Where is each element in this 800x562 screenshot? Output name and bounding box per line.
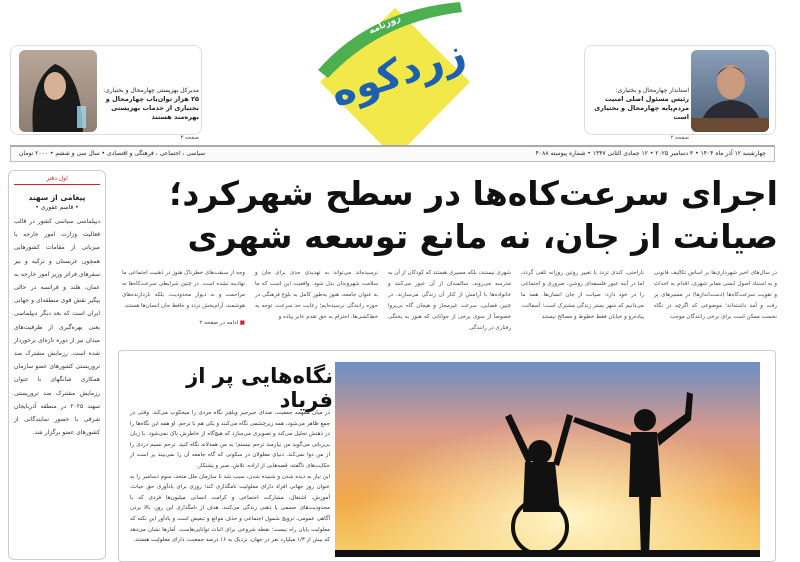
teaser-left[interactable] [10, 45, 202, 141]
article-column: نرسیده‌اند می‌تواند به تهدیدی جدی برای جان و سلامت شهروندان بدل شود. واقعیت این است که ما به عنوان جامعه، هنوز به‌طور کامل به بلوغ فرهنگی در حوزه رانندگی نرسیده‌ایم؛ رعایت حد سرعت، توجه به خط‌کشی‌ها، احترام به حق تقدم عابر پیاده و [255, 270, 378, 320]
feature-headline[interactable]: نگاه‌هایی پر از فریاد [186, 364, 333, 412]
newspaper-logo [310, 0, 480, 165]
main-headline[interactable]: اجرای سرعت‌کاه‌ها در سطح شهرکرد؛ صیانت از جان، نه مانع توسعه شهری [169, 174, 778, 256]
sidebar-header: اول دفتر [14, 175, 100, 185]
teaser-right-page: صفحه ۲ [670, 135, 689, 141]
logo-name: زردکوه [325, 29, 471, 117]
date-bar [10, 145, 775, 162]
main-article-columns [122, 268, 777, 334]
teaser-left-photo [19, 50, 97, 132]
article-column [122, 268, 245, 334]
bullet-icon: ■ [238, 320, 245, 326]
editorial-sidebar [8, 170, 106, 560]
sidebar-title[interactable]: پیغامی از سهند [28, 193, 86, 202]
teaser-right-title: رئیس مسئول اصلی امنیت مردم‌پایه چهارمحال و بختیاری است [594, 95, 689, 121]
sidebar-body: دیپلماسی سیاسی کشور در قالب فعالیت وزارت امور خارجه با میزبانی از مقامات کشورهایی همچون عربستان و ترکیه و نیز سفرهای فراتر وزیر امور خارجه به عمان، هلند و فرانسه در حالی پیگیر نقش قوی منطقه‌ای و جهانی ایران است که بعد دیگر دیپلماسی یعنی بهره‌گیری از ظرفیت‌های میدان نیز از دوره تازه‌ای برخوردار شده است. رزمایش مشترک ضد تروریستی کشورهای عضو سازمان همکاری شانگهای با عنوان رزمایش مشترک ضد تروریستی سهند ۲۰۲۵ در منطقه آذربایجان شرقی با حضور نمایندگانی از کشورهای عضو برگزار شد. [14, 218, 100, 437]
feature-paragraph: در میان همهمه جمعیت، صدای جیرجیر ویلچر نگاه مردی را میخکوب می‌کند. وقتی در جمع ظاهر می‌شود، همه زیرچشمی نگاه می‌کنند و یکی هم با ترحم. او همه این نگاه‌ها را در ذهنش تحلیل می‌کند و تصویری می‌سازد که هیچ‌گاه از خاطرش پاک نمی‌شود. با زبان بی‌زبانی می‌گوید من نیازمند ترحم نیستم؛ به من همدلانه نگاه کنید. ترحم نسیم دردی را از من دوا نمی‌کند. دنیای معلولان در سکوتی که گاه جامعه آن را نمی‌بیند پر است از حکایت‌های ناگفته، قصه‌هایی از اراده، تلاش، صبر و پشتکار. [130, 410, 330, 469]
teaser-left-source: مدیرکل بهزیستی چهارمحال و بختیاری: [103, 87, 199, 94]
article-column: شهری نیستند، بلکه مسیری هستند که کودکان از آن به مدرسه می‌روند، سالمندان از آن عبور می‌کنند و خانواده‌ها با آرامش از کنار آن زندگی می‌سازند. در چنین فضایی، سرعت غیرمجاز و هیجان گاه بی‌پروا خصوصاً از سوی برخی از جوانانی که هنوز به پختگی رفتاری در رانندگی [388, 270, 511, 331]
feature-photo [335, 362, 760, 557]
teaser-left-title: ۲۵ هزار توان‌یاب چهارمحال و بختیاری از خدمات بهزیستی بهره‌مند هستند [105, 95, 199, 121]
logo-kicker: روزنامه [367, 13, 403, 37]
teaser-right-photo [691, 50, 769, 132]
teaser-right[interactable] [584, 45, 776, 141]
feature-body [130, 408, 330, 546]
issue-date: چهارشنبه ۱۲ آذر ماه ۱۴۰۴ • ۳ دسامبر ۲۰۲۵ • ۱۲ جمادی الثانی ۱۴۴۷ • شماره پیوسته ۴۰۸۸ [535, 150, 766, 157]
teaser-right-source: استاندار چهارمحال و بختیاری: [615, 87, 689, 94]
paper-tagline: سیاسی ، اجتماعی ، فرهنگی و اقتصادی • سال سی و ششم • ۲۰۰۰ تومان [19, 150, 206, 157]
continued-label: ادامه در صفحه ۲ [199, 320, 239, 326]
article-column: ناراحتی، کندی تردد یا تغییر روتین روزانه تلقی گردد، اما در آینه عبور فلسفه‌ای روشن، ضروری و اجتماعی را در خود دارد: صیانت از جان انسان‌ها. همه ما می‌دانیم که شهر بستر زندگی مشترک است؛ آسفالت، پیاده‌رو و خیابان فقط خطوط و مصالح نیستند [521, 270, 644, 320]
feature-paragraph: این نیاز به دیده شدن و شنیده شدن، سبب شد تا سازمان ملل متحد، سوم دسامبر را به عنوان روز جهانی افراد دارای معلولیت نامگذاری کند؛ روزی برای یادآوری حق حیات، آموزش، اشتغال، مشارکت اجتماعی و کرامت انسانی میلیون‌ها فردی که با محدودیت‌های جسمی یا ذهنی زندگی می‌کنند. هدف از نامگذاری این روز، بالا بردن آگاهی عمومی، ترویج شمول اجتماعی و حذف موانع و تبعیض است و یادآور این نکته که معلولیت پایان راه نیست؛ نقطه شروعی برای اثبات توانایی‌هاست. آمارها نشان می‌دهد که بیش از ۱/۳ میلیارد نفر در جهان، نزدیک به ۱۶ درصد جمعیت، دارای معلولیت هستند. [130, 473, 330, 544]
sidebar-author: • قاسم غفوری • [35, 204, 79, 211]
article-column-text: وجه از سبقت‌های خطرناک هنوز در ذهنیت اجتماعی ما نهادینه نشده است. در چنین شرایطی سرعت‌کاه‌ها نه مزاحمت و نه دیوار محدودیت، بلکه بازدارنده‌های هوشمند، آرام‌بخش تردد و حافظ جان انسان‌ها هستند. [122, 270, 245, 309]
continued-link[interactable] [122, 318, 245, 329]
article-column: در سال‌های اخیر شهرداری‌ها بر اساس تکالیف قانونی و به استناد اصول ایمنی معابر شهری، اقدام به احداث و تقویت سرعت‌کاه‌ها (دست‌اندازها) در مسیرهای پر رفت و آمد داشته‌اند؛ موضوعی که اگرچه در نگاه نخست ممکن است برای برخی رانندگان موجب [654, 270, 777, 320]
teaser-left-page: صفحه ۳ [180, 135, 199, 141]
